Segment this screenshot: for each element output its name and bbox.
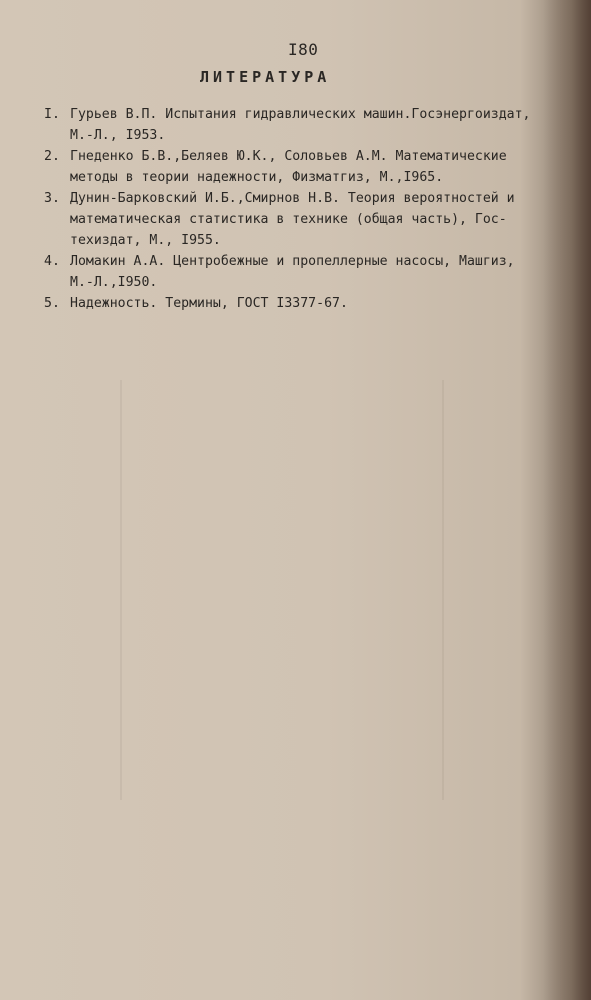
reference-line: методы в теории надежности, Физматгиз, М.,I965. [70,170,444,185]
reference-line: техиздат, М., I955. [70,233,221,248]
page-heading: ЛИТЕРАТУРА [200,68,331,86]
reference-item [44,146,564,188]
page-number: I80 [288,40,319,59]
reference-number: 4. [44,254,60,269]
reference-number: 2. [44,149,60,164]
reference-line: М.-Л., I953. [70,128,166,143]
reference-line: М.-Л.,I950. [70,275,158,290]
reference-item [44,251,564,293]
reference-line: Гурьев В.П. Испытания гидравлических машин.Госэнергоиздат, [70,107,531,122]
reference-item [44,188,564,251]
reference-line: Надежность. Термины, ГОСТ I3377-67. [70,296,348,311]
reference-number: 5. [44,296,60,311]
reference-line: Ломакин А.А. Центробежные и пропеллерные насосы, Машгиз, [70,254,515,269]
reference-line: математическая статистика в технике (общая часть), Гос- [70,212,507,227]
reference-number: I. [44,107,60,122]
reference-line: Гнеденко Б.В.,Беляев Ю.К., Соловьев А.М. Математические [70,149,507,164]
reference-number: 3. [44,191,60,206]
reference-item [44,104,564,146]
reference-line: Дунин-Барковский И.Б.,Смирнов Н.В. Теория вероятностей и [70,191,515,206]
bleed-through-shadow [120,380,444,800]
reference-item [44,293,564,314]
reference-list [44,104,564,314]
